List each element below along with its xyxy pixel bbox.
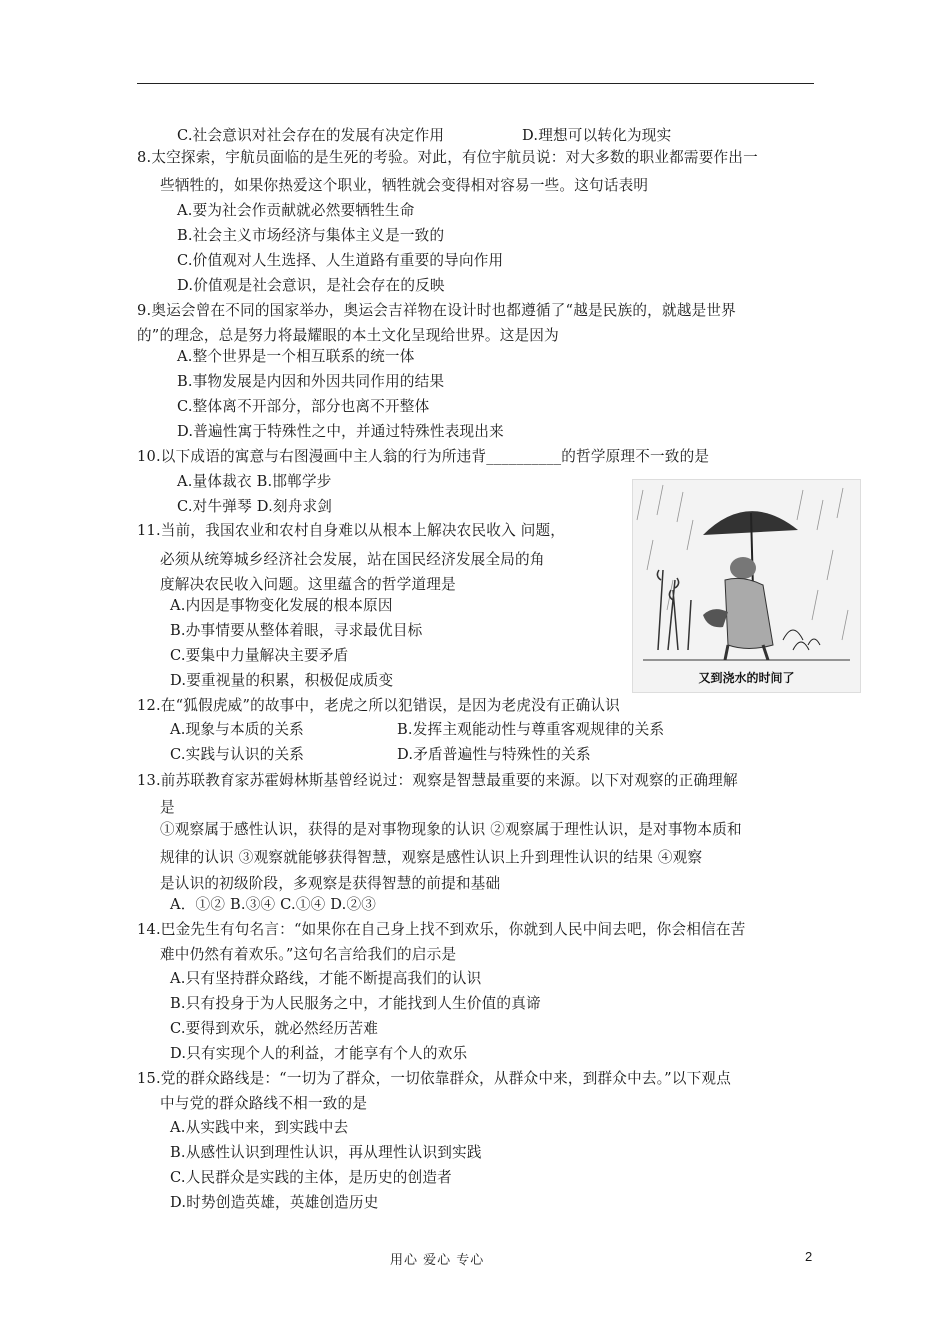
q8-option-b: B.社会主义市场经济与集体主义是一致的 — [177, 227, 445, 244]
q9-option-d: D.普遍性寓于特殊性之中，并通过特殊性表现出来 — [177, 423, 504, 440]
q15-option-c: C.人民群众是实践的主体，是历史的创造者 — [170, 1169, 452, 1186]
q9-option-b: B.事物发展是内因和外因共同作用的结果 — [177, 373, 445, 390]
q15-option-d: D.时势创造英雄，英雄创造历史 — [170, 1194, 379, 1211]
q7-option-d: D.理想可以转化为现实 — [522, 127, 672, 144]
cartoon-caption: 又到浇水的时间了 — [698, 671, 795, 685]
q9-stem-cont: 的”的理念，总是努力将最耀眼的本土文化呈现给世界。这是因为 — [137, 327, 559, 344]
q8-option-d: D.价值观是社会意识，是社会存在的反映 — [177, 277, 445, 294]
q8-option-c: C.价值观对人生选择、人生道路有重要的导向作用 — [177, 252, 504, 269]
q14-option-d: D.只有实现个人的利益，才能享有个人的欢乐 — [170, 1045, 468, 1062]
q12-stem: 12.在“狐假虎威”的故事中，老虎之所以犯错误，是因为老虎没有正确认识 — [137, 697, 620, 714]
q11-option-a: A.内因是事物变化发展的根本原因 — [170, 597, 393, 614]
q14-stem-cont: 难中仍然有着欢乐。”这句名言给我们的启示是 — [160, 946, 457, 963]
q7-option-c: C.社会意识对社会存在的发展有决定作用 D.理想可以转化为现实 — [177, 127, 672, 144]
q13-statement-2: 规律的认识 ③观察就能够获得智慧，观察是感性认识上升到理性认识的结果 ④观察 — [160, 849, 703, 866]
q12-options-ab: A.现象与本质的关系 B.发挥主观能动性与尊重客观规律的关系 — [170, 721, 665, 738]
footer-motto: 用心 爱心 专心 — [390, 1253, 485, 1268]
q9-stem: 9.奥运会曾在不同的国家举办，奥运会吉祥物在设计时也都遵循了“越是民族的，就越是世界 — [137, 302, 736, 319]
q15-stem: 15.党的群众路线是：“一切为了群众，一切依靠群众，从群众中来，到群众中去。”以下观点 — [137, 1070, 731, 1087]
q14-option-a: A.只有坚持群众路线，才能不断提高我们的认识 — [170, 970, 482, 987]
cartoon-watering-in-rain — [632, 479, 861, 693]
q10-options-cd: C.对牛弹琴 D.刻舟求剑 — [177, 498, 333, 515]
q10-blank: __________ — [486, 448, 562, 465]
q13-stem: 13.前苏联教育家苏霍姆林斯基曾经说过：观察是智慧最重要的来源。以下对观察的正确理解 — [137, 772, 738, 789]
q10-options-ab: A.量体裁衣 B.邯郸学步 — [177, 473, 332, 490]
cartoon-illustration — [633, 480, 860, 692]
q9-option-a: A.整个世界是一个相互联系的统一体 — [177, 348, 415, 365]
q11-stem: 11.当前，我国农业和农村自身难以从根本上解决农民收入 问题， — [137, 522, 566, 539]
q10-stem: 10.以下成语的寓意与右图漫画中主人翁的行为所违背__________的哲学原理不一致的是 — [137, 448, 710, 465]
q13-statement-3: 是认识的初级阶段，多观察是获得智慧的前提和基础 — [160, 875, 501, 892]
q11-option-b: B.办事情要从整体着眼，寻求最优目标 — [170, 622, 423, 639]
q8-option-a: A.要为社会作贡献就必然要牺牲生命 — [177, 202, 415, 219]
q14-option-c: C.要得到欢乐，就必然经历苦难 — [170, 1020, 379, 1037]
q13-statement-1: ①观察属于感性认识，获得的是对事物现象的认识 ②观察属于理性认识，是对事物本质和 — [160, 821, 742, 838]
q11-option-c: C.要集中力量解决主要矛盾 — [170, 647, 349, 664]
q13-stem-cont: 是 — [160, 799, 175, 816]
q15-option-a: A.从实践中来，到实践中去 — [170, 1119, 349, 1136]
header-rule — [137, 83, 814, 84]
q8-stem: 8.太空探索，宇航员面临的是生死的考验。对此，有位宇航员说：对大多数的职业都需要作出一 — [137, 149, 758, 166]
q9-option-c: C.整体离不开部分，部分也离不开整体 — [177, 398, 430, 415]
q8-stem-cont: 些牺牲的，如果你热爱这个职业，牺牲就会变得相对容易一些。这句话表明 — [160, 177, 649, 194]
page-number: 2 — [805, 1249, 813, 1264]
q11-stem-cont: 必须从统筹城乡经济社会发展，站在国民经济发展全局的角 — [160, 551, 545, 568]
q14-stem: 14.巴金先生有句名言：“如果你在自己身上找不到欢乐，你就到人民中间去吧，你会相信在苦 — [137, 921, 746, 938]
q15-stem-cont: 中与党的群众路线不相一致的是 — [160, 1095, 368, 1112]
q14-option-b: B.只有投身于为人民服务之中，才能找到人生价值的真谛 — [170, 995, 541, 1012]
q11-stem-cont2: 度解决农民收入问题。这里蕴含的哲学道理是 — [160, 576, 456, 593]
q11-option-d: D.要重视量的积累，积极促成质变 — [170, 672, 394, 689]
q12-options-cd: C.实践与认识的关系 D.矛盾普遍性与特殊性的关系 — [170, 746, 591, 763]
q15-option-b: B.从感性认识到理性认识，再从理性认识到实践 — [170, 1144, 482, 1161]
q13-options: A．①② B.③④ C.①④ D.②③ — [170, 896, 377, 913]
